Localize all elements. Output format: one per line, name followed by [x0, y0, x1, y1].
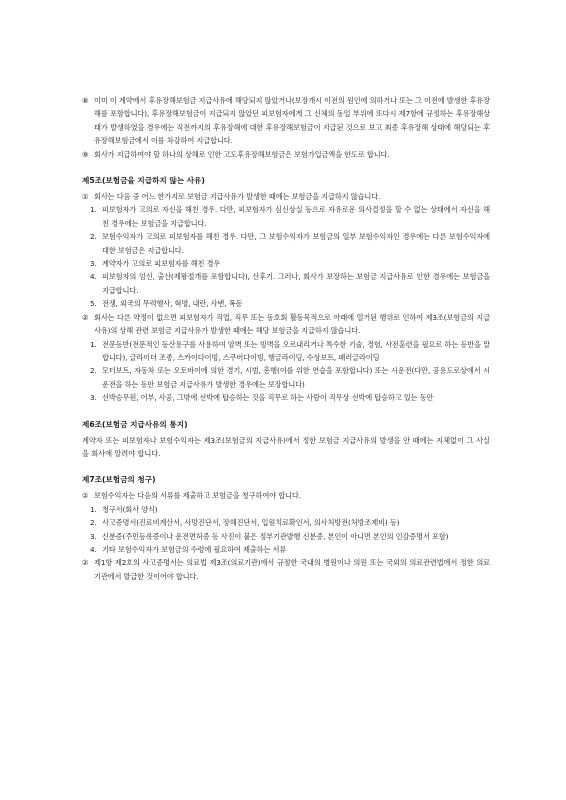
clause-text: 기타 보험수익자가 보험금의 수령에 필요하여 제출하는 서류	[102, 544, 287, 554]
item-number: 1.	[90, 504, 97, 514]
clause-text: 보험수익자는 다음의 서류를 제출하고 보험금을 청구하여야 합니다.	[94, 491, 301, 501]
clause-text: 모터보트, 자동차 또는 오토바이에 의한 경기, 시범, 흥행(이를 위한 연습을 포함합니다) 또는 시운전(다만, 공용도로상에서 시운전을 하는 동안 보험금 지급사유가 발생한 경우에는 보장합니다)	[102, 366, 490, 389]
numbered-item	[90, 230, 490, 257]
numbered-item	[90, 297, 490, 310]
clause-paragraph	[82, 556, 490, 583]
article-heading: 제6조(보험금 지급사유의 통지)	[82, 419, 188, 429]
item-number: 4.	[90, 544, 97, 554]
item-number: 3.	[90, 259, 97, 269]
numbered-item	[90, 364, 490, 391]
item-number: 3.	[90, 393, 97, 403]
clause-text: 피보험자의 임신, 출산(제왕절개를 포함합니다), 산후기. 그러나, 회사가 보장하는 보험금 지급사유로 인한 경우에는 보험금을 지급합니다.	[102, 272, 490, 295]
clause-text: 계약자가 고의로 피보험자를 해친 경우	[102, 259, 221, 269]
clause-text: 이미 이 계약에서 후유장해보험금 지급사유에 해당되지 않았거나(보장개시 이전의 원인에 의하거나 또는 그 이전에 발생한 후유장해를 포함합니다), 후유장해보험금이 지급되지 않았던 피보험자에게 그 신체의 동일 부위에 또다시 제7항에 규정하는 후유장해상태가 발생하였을 경우에는 직전까지의 후유장해에 대한 후유장해보험금이 지급된 것으로 보고 최종 후유장해 상태에 해당되는 후유장해보험금에서 이를 차감하여 지급합니다.	[94, 96, 490, 146]
clause-paragraph	[82, 489, 490, 502]
clause-text: 선박승무원, 어부, 사공, 그밖에 선박에 탑승하는 것을 직무로 하는 사람이 직무상 선박에 탑승하고 있는 동안	[102, 393, 434, 403]
clause-paragraph	[82, 311, 490, 338]
article-heading: 제5조(보험금을 지급하지 않는 사유)	[82, 176, 205, 186]
numbered-item	[90, 530, 490, 543]
clause-text: 전쟁, 외국의 무력행사, 혁명, 내란, 사변, 폭동	[102, 299, 243, 309]
clause-text: 보험수익자가 고의로 피보험자를 해친 경우. 다만, 그 보험수익자가 보험금의 일부 보험수익자인 경우에는 다른 보험수익자에 대한 보험금은 지급합니다.	[102, 232, 490, 255]
clause-text: 회사가 지급하여야 할 하나의 상해로 인한 고도후유장해보험금은 보험가입금액을 한도로 합니다.	[94, 149, 390, 159]
numbered-item	[90, 257, 490, 270]
clause-marker: ②	[82, 312, 89, 322]
clause-marker: ⑧	[82, 96, 89, 105]
item-number: 2.	[90, 232, 97, 242]
numbered-item	[90, 270, 490, 297]
numbered-item	[90, 338, 490, 365]
numbered-item	[90, 203, 490, 230]
item-number: 1.	[90, 339, 97, 349]
clause-text: 사고증명서(진료비계산서, 사망진단서, 장해진단서, 입원치료확인서, 의사처방전(처방조제비) 등)	[102, 518, 400, 528]
item-number: 2.	[90, 366, 97, 376]
item-number: 4.	[90, 272, 97, 282]
clause-text: 신분증(주민등록증이나 운전면허증 등 사진이 붙은 정부기관발행 신분증, 본인이 아니면 본인의 인감증명서 포함)	[102, 531, 449, 541]
item-number: 1.	[90, 205, 97, 215]
clause-text: 전문등반(전문적인 등산용구를 사용하여 암벽 또는 빙벽을 오르내리거나 특수한 기술, 경험, 사전훈련을 필요로 하는 등반을 말합니다), 글라이더 조종, 스카이다이빙, 스쿠버다이빙, 행글라이딩, 수상보트, 패러글라이딩	[102, 339, 490, 362]
clause-paragraph	[82, 190, 490, 203]
clause-paragraph	[82, 94, 490, 148]
clause-text: 청구서(회사 양식)	[102, 504, 158, 514]
clause-marker: ⑨	[82, 149, 89, 159]
numbered-item	[90, 543, 490, 556]
clause-marker: ①	[82, 192, 89, 202]
clause-text: 회사는 다른 약정이 없으면 피보험자가 직업, 직무 또는 동호회 활동목적으로 아래에 열거된 행위로 인하여 제3조(보험금의 지급사유)의 상해 관련 보험금 지급사유가 발생한 때에는 해당 보험금을 지급하지 않습니다.	[94, 312, 490, 336]
clause-marker: ②	[82, 558, 89, 568]
numbered-item	[90, 516, 490, 529]
document-body	[82, 94, 490, 583]
clause-paragraph	[82, 148, 490, 161]
paragraph: 계약자 또는 피보험자나 보험수익자는 제3조(보험금의 지급사유)에서 정한 보험금 지급사유의 발생을 안 때에는 지체없이 그 사실을 회사에 알려야 합니다.	[82, 435, 490, 458]
clause-text: 피보험자가 고의로 자신을 해친 경우. 다만, 피보험자가 심신상실 등으로 자유로운 의사결정을 할 수 없는 상태에서 자신을 해친 경우에는 보험금을 지급합니다.	[102, 205, 490, 228]
item-number: 3.	[90, 531, 97, 541]
clause-text: 회사는 다음 중 어느 한가지로 보험금 지급사유가 발생한 때에는 보험금을 지급하지 않습니다.	[94, 192, 381, 202]
clause-marker: ①	[82, 491, 89, 501]
item-number: 5.	[90, 299, 97, 309]
clause-text: 제1항 제2호의 사고증명서는 의료법 제3조(의료기관)에서 규정한 국내의 병원이나 의원 또는 국외의 의료관련법에서 정한 의료기관에서 발급한 것이어야 합니다.	[94, 558, 490, 581]
item-number: 2.	[90, 518, 97, 528]
article-heading: 제7조(보험금의 청구)	[82, 475, 156, 485]
numbered-item	[90, 503, 490, 516]
numbered-item	[90, 391, 490, 404]
